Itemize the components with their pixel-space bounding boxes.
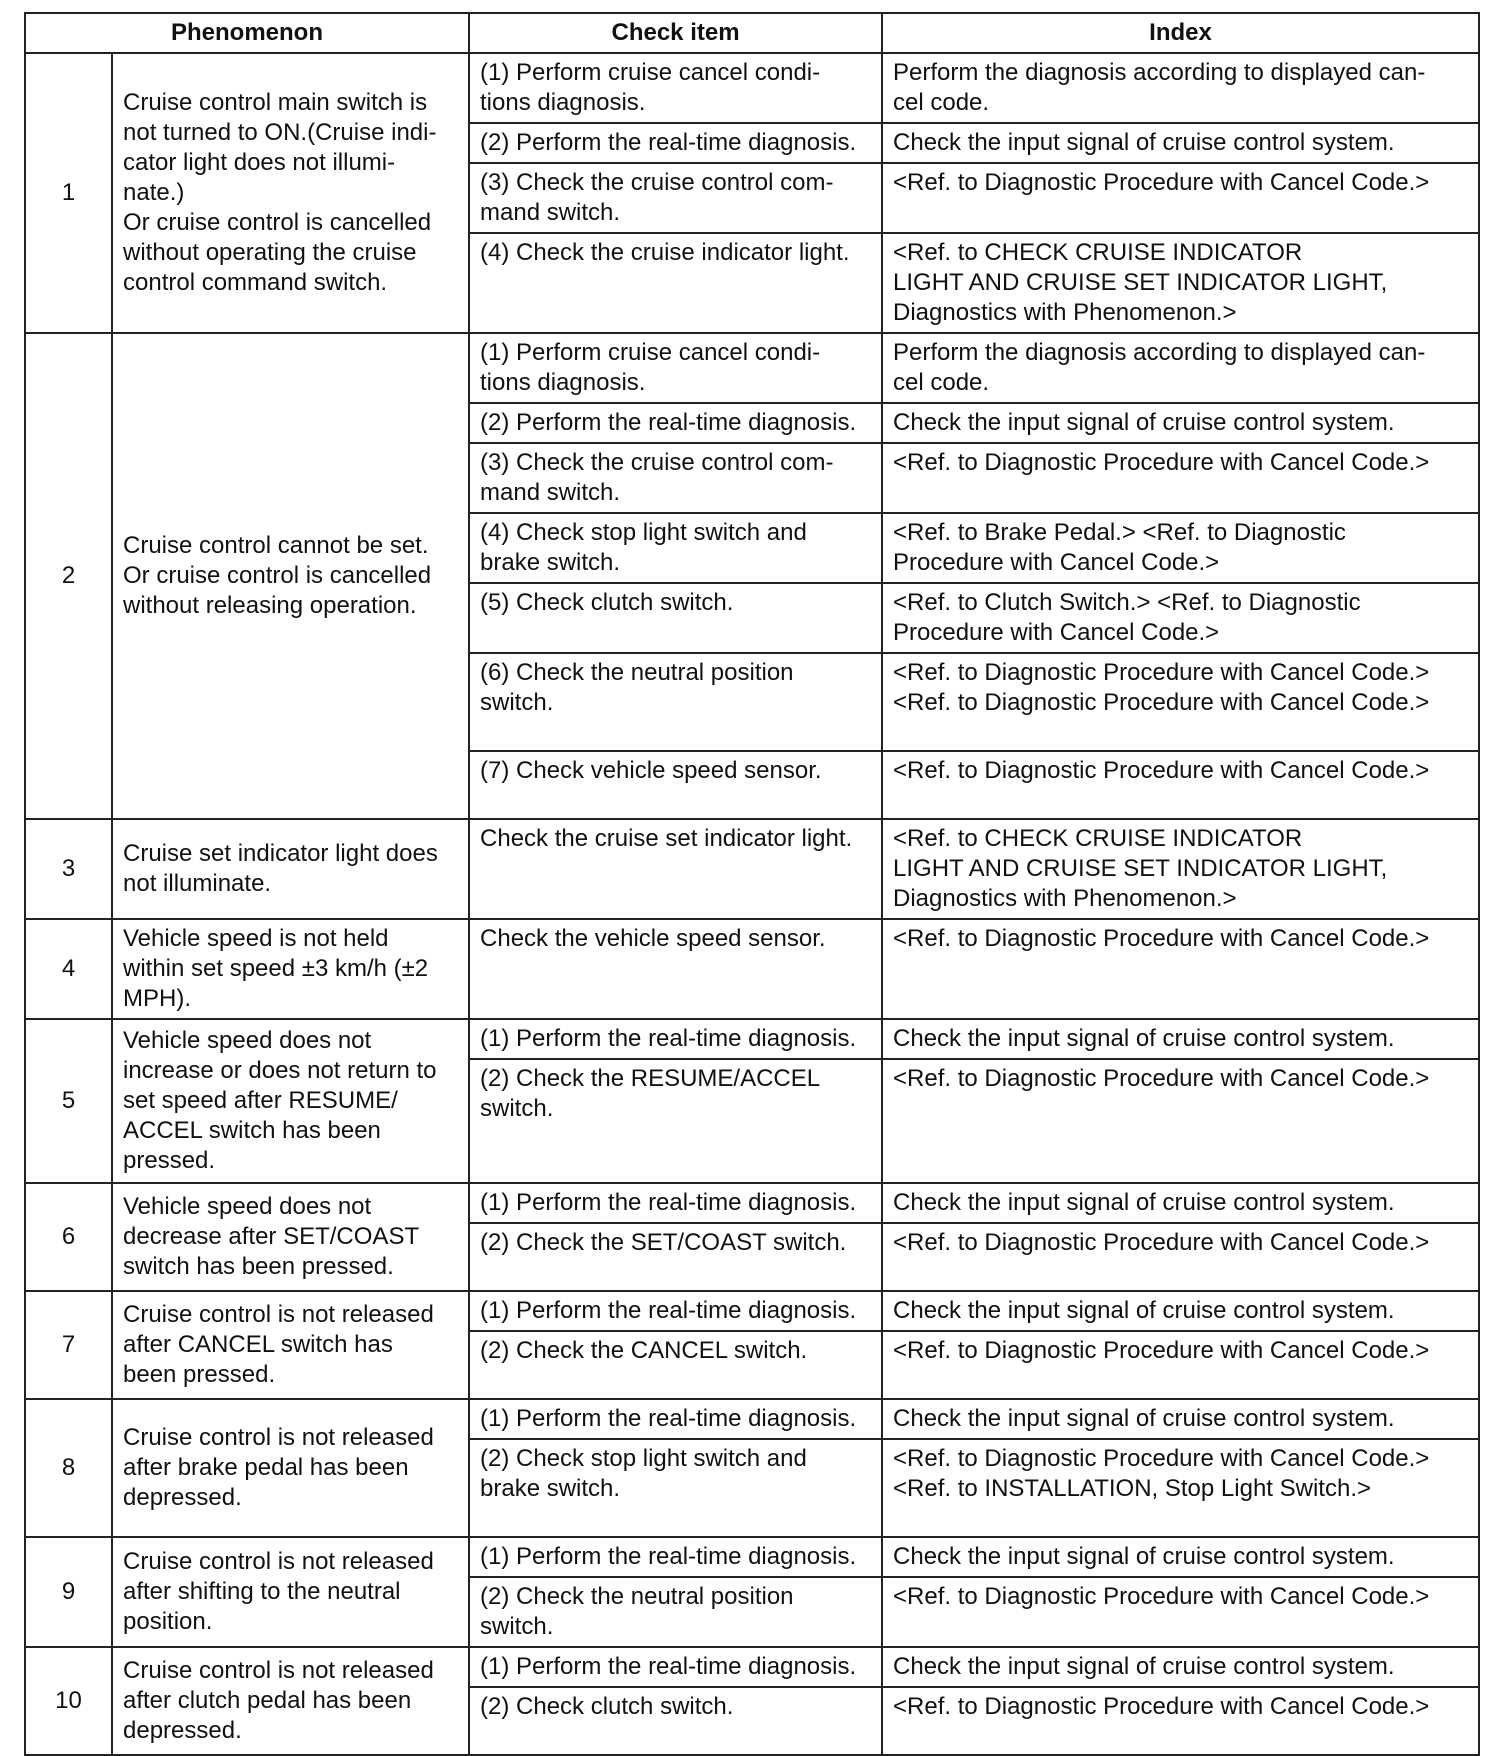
phenomenon-text: Cruise set indicator light does not illuminate. bbox=[112, 819, 469, 919]
check-item: (2) Check the SET/COAST switch. bbox=[469, 1223, 882, 1291]
index-cell: <Ref. to Diagnostic Procedure with Cancel Code.> bbox=[882, 1223, 1479, 1291]
phenomenon-number: 6 bbox=[25, 1183, 112, 1291]
check-item: (5) Check clutch switch. bbox=[469, 583, 882, 653]
phenomenon-text: Vehicle speed does not decrease after SET/COAST switch has been pressed. bbox=[112, 1183, 469, 1291]
table-row bbox=[25, 1019, 1479, 1059]
index-cell: <Ref. to Diagnostic Procedure with Cancel Code.> bbox=[882, 1687, 1479, 1755]
check-item: (2) Check stop light switch and brake switch. bbox=[469, 1439, 882, 1537]
table-row bbox=[25, 333, 1479, 403]
check-item: (1) Perform cruise cancel condi- tions diagnosis. bbox=[469, 53, 882, 123]
phenomenon-text: Cruise control is not released after shifting to the neutral position. bbox=[112, 1537, 469, 1647]
phenomenon-number: 1 bbox=[25, 53, 112, 333]
table-row bbox=[25, 1183, 1479, 1223]
index-cell: Check the input signal of cruise control system. bbox=[882, 123, 1479, 163]
table-row bbox=[25, 1291, 1479, 1331]
header-check-item: Check item bbox=[469, 13, 882, 53]
check-item: (1) Perform the real-time diagnosis. bbox=[469, 1019, 882, 1059]
check-item: (1) Perform cruise cancel condi- tions diagnosis. bbox=[469, 333, 882, 403]
index-cell: <Ref. to Diagnostic Procedure with Cancel Code.> bbox=[882, 443, 1479, 513]
phenomenon-text: Cruise control is not released after clutch pedal has been depressed. bbox=[112, 1647, 469, 1755]
check-item: Check the cruise set indicator light. bbox=[469, 819, 882, 919]
table-row bbox=[25, 53, 1479, 123]
phenomenon-text: Vehicle speed is not held within set speed ±3 km/h (±2 MPH). bbox=[112, 919, 469, 1019]
index-cell: <Ref. to CHECK CRUISE INDICATOR LIGHT AND CRUISE SET INDICATOR LIGHT, Diagnostics with Phenomenon.> bbox=[882, 819, 1479, 919]
check-item: (3) Check the cruise control com- mand switch. bbox=[469, 443, 882, 513]
header-row bbox=[25, 13, 1479, 53]
index-cell: Check the input signal of cruise control system. bbox=[882, 1291, 1479, 1331]
table-row bbox=[25, 1399, 1479, 1439]
table-row bbox=[25, 819, 1479, 919]
check-item: (2) Check the neutral position switch. bbox=[469, 1577, 882, 1647]
phenomenon-text: Vehicle speed does not increase or does not return to set speed after RESUME/ ACCEL switch has been pressed. bbox=[112, 1019, 469, 1183]
index-cell: Perform the diagnosis according to displayed can- cel code. bbox=[882, 53, 1479, 123]
index-cell: Check the input signal of cruise control system. bbox=[882, 1183, 1479, 1223]
phenomenon-text: Cruise control is not released after CANCEL switch has been pressed. bbox=[112, 1291, 469, 1399]
check-item: (3) Check the cruise control com- mand switch. bbox=[469, 163, 882, 233]
index-cell: <Ref. to Diagnostic Procedure with Cancel Code.> bbox=[882, 1331, 1479, 1399]
index-cell: <Ref. to Diagnostic Procedure with Cancel Code.> bbox=[882, 1577, 1479, 1647]
header-phenomenon: Phenomenon bbox=[25, 13, 469, 53]
header-index: Index bbox=[882, 13, 1479, 53]
phenomenon-number: 10 bbox=[25, 1647, 112, 1755]
index-cell: <Ref. to Diagnostic Procedure with Cancel Code.> bbox=[882, 919, 1479, 1019]
phenomenon-text: Cruise control is not released after brake pedal has been depressed. bbox=[112, 1399, 469, 1537]
index-cell: Check the input signal of cruise control system. bbox=[882, 1647, 1479, 1687]
index-cell: <Ref. to Diagnostic Procedure with Cancel Code.> bbox=[882, 163, 1479, 233]
phenomenon-number: 2 bbox=[25, 333, 112, 819]
check-item: (2) Perform the real-time diagnosis. bbox=[469, 403, 882, 443]
index-cell: Check the input signal of cruise control system. bbox=[882, 1399, 1479, 1439]
index-cell: Check the input signal of cruise control system. bbox=[882, 1537, 1479, 1577]
check-item: (1) Perform the real-time diagnosis. bbox=[469, 1647, 882, 1687]
phenomenon-text: Cruise control main switch is not turned to ON.(Cruise indi- cator light does not illumi- nate.) Or cruise control is cancelled without operating the cruise control command switch. bbox=[112, 53, 469, 333]
check-item: (1) Perform the real-time diagnosis. bbox=[469, 1183, 882, 1223]
table-row bbox=[25, 1647, 1479, 1687]
index-cell: <Ref. to Diagnostic Procedure with Cancel Code.> bbox=[882, 1059, 1479, 1183]
check-item: (1) Perform the real-time diagnosis. bbox=[469, 1291, 882, 1331]
index-cell: <Ref. to Diagnostic Procedure with Cancel Code.> bbox=[882, 751, 1479, 819]
check-item: (4) Check the cruise indicator light. bbox=[469, 233, 882, 333]
index-cell: <Ref. to CHECK CRUISE INDICATOR LIGHT AND CRUISE SET INDICATOR LIGHT, Diagnostics with Phenomenon.> bbox=[882, 233, 1479, 333]
phenomenon-number: 3 bbox=[25, 819, 112, 919]
check-item: (2) Check the CANCEL switch. bbox=[469, 1331, 882, 1399]
phenomenon-number: 8 bbox=[25, 1399, 112, 1537]
index-cell: Check the input signal of cruise control system. bbox=[882, 403, 1479, 443]
table-row bbox=[25, 1537, 1479, 1577]
phenomenon-text: Cruise control cannot be set. Or cruise control is cancelled without releasing operation. bbox=[112, 333, 469, 819]
check-item: (1) Perform the real-time diagnosis. bbox=[469, 1537, 882, 1577]
phenomenon-number: 4 bbox=[25, 919, 112, 1019]
check-item: (7) Check vehicle speed sensor. bbox=[469, 751, 882, 819]
check-item: (4) Check stop light switch and brake switch. bbox=[469, 513, 882, 583]
check-item: (2) Perform the real-time diagnosis. bbox=[469, 123, 882, 163]
check-item: Check the vehicle speed sensor. bbox=[469, 919, 882, 1019]
table-row bbox=[25, 919, 1479, 1019]
phenomenon-number: 7 bbox=[25, 1291, 112, 1399]
index-cell: Check the input signal of cruise control system. bbox=[882, 1019, 1479, 1059]
phenomenon-number: 5 bbox=[25, 1019, 112, 1183]
phenomenon-number: 9 bbox=[25, 1537, 112, 1647]
cruise-control-diagnostics-table bbox=[24, 12, 1480, 1756]
check-item: (1) Perform the real-time diagnosis. bbox=[469, 1399, 882, 1439]
check-item: (2) Check the RESUME/ACCEL switch. bbox=[469, 1059, 882, 1183]
check-item: (2) Check clutch switch. bbox=[469, 1687, 882, 1755]
index-cell: <Ref. to Clutch Switch.> <Ref. to Diagnostic Procedure with Cancel Code.> bbox=[882, 583, 1479, 653]
index-cell: Perform the diagnosis according to displayed can- cel code. bbox=[882, 333, 1479, 403]
index-cell: <Ref. to Brake Pedal.> <Ref. to Diagnostic Procedure with Cancel Code.> bbox=[882, 513, 1479, 583]
index-cell: <Ref. to Diagnostic Procedure with Cancel Code.> <Ref. to INSTALLATION, Stop Light Switch.> bbox=[882, 1439, 1479, 1537]
check-item: (6) Check the neutral position switch. bbox=[469, 653, 882, 751]
index-cell: <Ref. to Diagnostic Procedure with Cancel Code.> <Ref. to Diagnostic Procedure with Cancel Code.> bbox=[882, 653, 1479, 751]
